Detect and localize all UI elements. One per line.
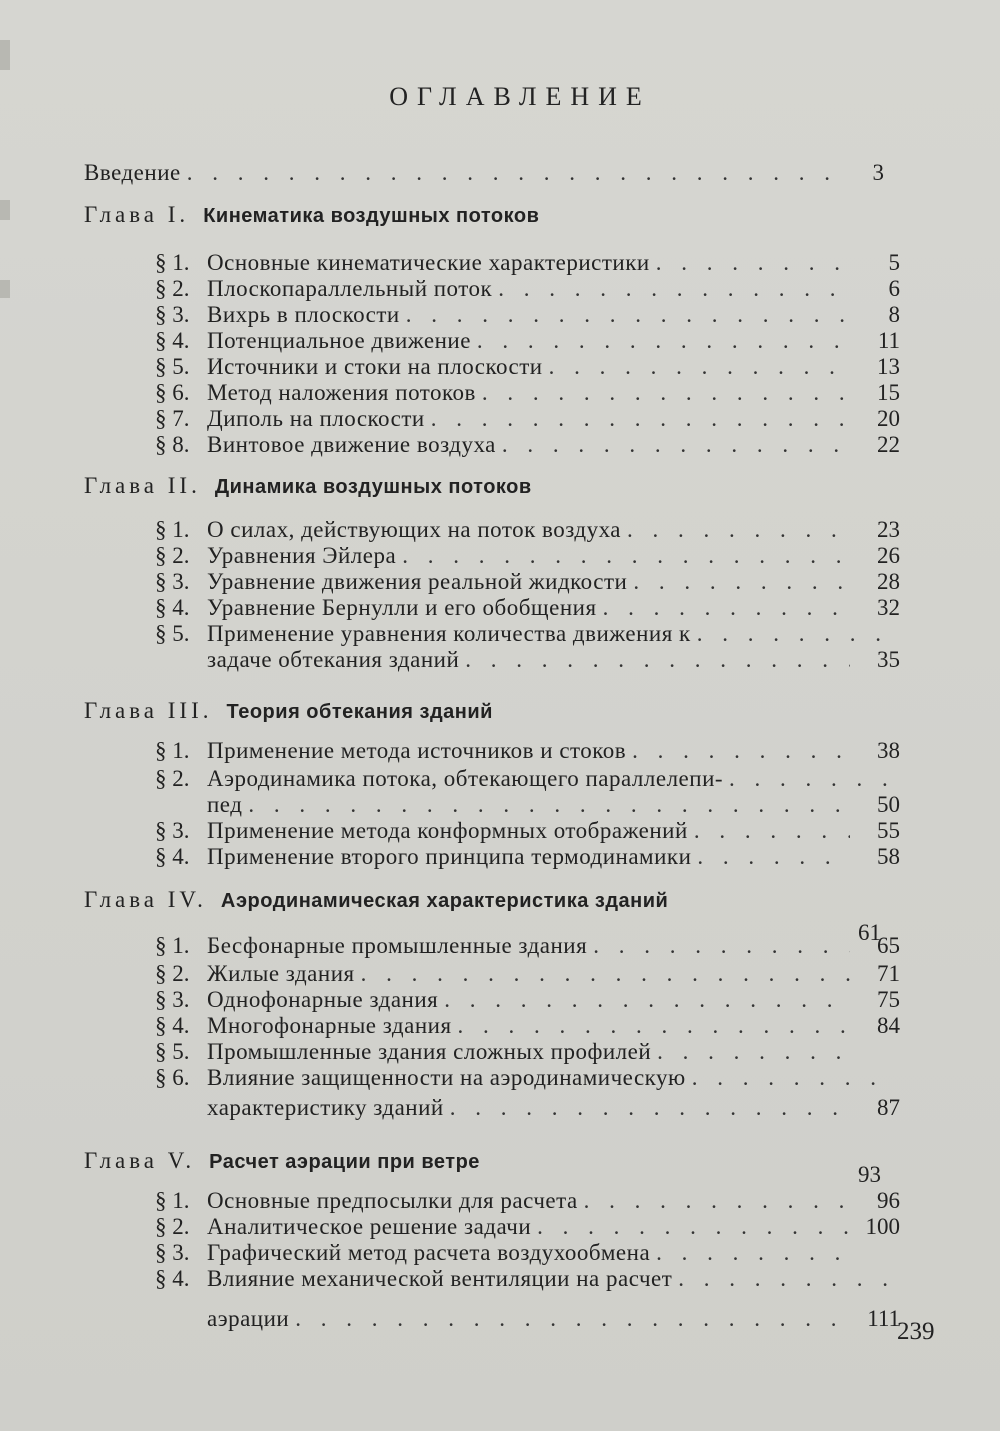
section-title: Применение уравнения количества движения к [207,621,691,646]
section-number: § 3. [155,1240,190,1265]
leader-dots [477,328,850,354]
leader-dots [584,1188,850,1214]
section-title: Уравнение движения реальной жидкости [207,569,628,594]
toc-section-row [155,1266,900,1292]
page-edge-mark [0,200,10,220]
leader-dots [694,818,850,844]
chapter-label: Глава V. [84,1148,196,1173]
toc-page-number: 6 [888,276,900,301]
toc-page-number: 23 [877,517,900,542]
chapter-label: Глава II. [84,473,201,498]
toc-page-number: 38 [877,738,900,763]
toc-section-row [155,621,900,647]
chapter-heading [84,698,493,724]
toc-section-row [155,569,900,595]
section-title: Диполь на плоскости [207,406,425,431]
leader-dots [692,1065,894,1091]
section-title: Аналитическое решение задачи [207,1214,532,1239]
section-number: § 1. [155,933,190,958]
toc-section-row [155,328,900,354]
toc-section-continuation [207,1095,900,1121]
section-title: Уравнения Эйлера [207,543,397,568]
section-title: Плоскопараллельный поток [207,276,493,301]
section-title: Источники и стоки на плоскости [207,354,543,379]
toc-section-row [155,1240,900,1266]
leader-dots [627,517,850,543]
toc-intro-label: Введение [84,160,181,185]
section-number: § 1. [155,1188,190,1213]
toc-section-row [155,406,900,432]
section-number: § 6. [155,380,190,405]
leader-dots [187,160,834,186]
chapter-label: Глава I. [84,202,190,227]
toc-page-number: 65 [877,933,900,958]
section-number: § 1. [155,517,190,542]
section-number: § 3. [155,987,190,1012]
chapter-heading [84,1148,480,1174]
toc-page-number: 13 [877,354,900,379]
toc-intro [84,160,884,186]
leader-dots [603,595,850,621]
toc-page-number: 35 [877,647,900,672]
toc-section-row [155,1065,900,1091]
chapter-page-number: 61 [858,920,881,945]
toc-section-row [155,517,900,543]
page-title: ОГЛАВЛЕНИЕ [389,82,651,111]
leader-dots [729,766,894,792]
toc-section-row [155,818,900,844]
toc-page-number: 71 [877,961,900,986]
toc-section-row [155,987,900,1013]
toc-section-row [155,961,900,987]
section-number: § 3. [155,818,190,843]
section-title-continuation: задаче обтекания зданий [207,647,460,672]
section-number: § 3. [155,569,190,594]
leader-dots [549,354,850,380]
toc-page-number: 100 [865,1214,900,1239]
leader-dots [431,406,850,432]
toc-page-number: 75 [877,987,900,1012]
toc-section-row [155,1013,900,1039]
section-number: § 4. [155,1013,190,1038]
toc-page-number: 58 [877,844,900,869]
toc-section-row [155,354,900,380]
leader-dots [678,1266,894,1292]
section-number: § 6. [155,1065,190,1090]
toc-page-number: 8 [888,302,900,327]
chapter-title: Динамика воздушных потоков [214,476,532,498]
section-title: Влияние механической вентиляции на расчет [207,1266,673,1291]
section-number: § 1. [155,250,190,275]
section-number: § 4. [155,844,190,869]
toc-section-row [155,380,900,406]
section-number: § 4. [155,1266,190,1291]
toc-page-number: 96 [877,1188,900,1213]
section-number: § 4. [155,595,190,620]
toc-section-row [155,1214,900,1240]
section-title: Промышленные здания сложных профилей [207,1039,652,1064]
toc-page-number: 11 [877,328,900,353]
toc-section-row [155,276,900,302]
toc-page-number: 15 [877,380,900,405]
toc-section-row [155,1039,900,1065]
section-title: Влияние защищенности на аэродинамическую [207,1065,686,1090]
chapter-heading [84,887,668,913]
leader-dots [656,1240,850,1266]
page-edge-mark [0,280,10,298]
leader-dots [444,987,850,1013]
section-title-continuation: характеристику зданий [207,1095,444,1120]
section-title-continuation: аэрации [207,1306,290,1331]
section-title: Однофонарные здания [207,987,439,1012]
section-number: § 2. [155,276,190,301]
section-title: Бесфонарные промышленные здания [207,933,588,958]
section-number: § 8. [155,432,190,457]
section-title-continuation: пед [207,792,243,817]
section-title: Многофонарные здания [207,1013,452,1038]
section-number: § 4. [155,328,190,353]
leader-dots [498,276,850,302]
section-title: Винтовое движение воздуха [207,432,496,457]
toc-section-continuation [207,1306,900,1332]
toc-section-row [155,302,900,328]
leader-dots [593,933,850,959]
toc-page-number: 26 [877,543,900,568]
leader-dots [406,302,850,328]
leader-dots [450,1095,850,1121]
chapter-title: Расчет аэрации при ветре [209,1151,480,1173]
section-title: Применение метода источников и стоков [207,738,627,763]
section-title: Основные кинематические характеристики [207,250,650,275]
toc-page-number: 28 [877,569,900,594]
toc-page-number: 87 [877,1095,900,1120]
leader-dots [295,1306,850,1332]
toc-page-number: 50 [877,792,900,817]
chapter-title: Кинематика воздушных потоков [203,205,540,227]
leader-dots [248,792,850,818]
chapter-title: Теория обтекания зданий [226,701,493,723]
toc-section-continuation [207,792,900,818]
section-number: § 5. [155,1039,190,1064]
leader-dots [502,432,850,458]
section-title: Основные предпосылки для расчета [207,1188,578,1213]
leader-dots [465,647,850,673]
toc-section-row [155,595,900,621]
leader-dots [361,961,850,987]
section-title: О силах, действующих на поток воздуха [207,517,621,542]
section-number: § 2. [155,766,190,791]
leader-dots [657,1039,850,1065]
toc-page-number: 84 [877,1013,900,1038]
chapter-title: Аэродинамическая характеристика зданий [220,890,669,912]
section-title: Метод наложения потоков [207,380,476,405]
toc-section-row [155,432,900,458]
leader-dots [537,1214,850,1240]
section-title: Аэродинамика потока, обтекающего параллелепи- [207,766,724,791]
toc-page-number: 22 [877,432,900,457]
page-edge-mark [0,40,10,70]
section-number: § 7. [155,406,190,431]
section-number: § 5. [155,621,190,646]
section-title: Жилые здания [207,961,355,986]
leader-dots [633,569,850,595]
section-number: § 2. [155,961,190,986]
toc-page-number: 20 [877,406,900,431]
toc-section-row [155,933,900,959]
toc-section-row [155,844,900,870]
chapter-heading [84,202,539,228]
toc-page-number: 55 [877,818,900,843]
leader-dots [697,621,894,647]
leader-dots [632,738,850,764]
chapter-heading [84,473,532,499]
toc-page-number: 32 [877,595,900,620]
section-number: § 2. [155,1214,190,1239]
section-title: Графический метод расчета воздухообмена [207,1240,651,1265]
section-number: § 2. [155,543,190,568]
toc-page-number: 111 [867,1306,900,1331]
toc-section-row [155,766,900,792]
section-title: Вихрь в плоскости [207,302,400,327]
section-title: Уравнение Бернулли и его обобщения [207,595,597,620]
section-title: Потенциальное движение [207,328,471,353]
section-title: Применение второго принципа термодинамики [207,844,692,869]
chapter-page-number: 93 [858,1162,881,1187]
toc-section-row [155,250,900,276]
section-title: Применение метода конформных отображений [207,818,688,843]
leader-dots [482,380,850,406]
leader-dots [697,844,850,870]
toc-section-row [155,738,900,764]
toc-section-row [155,1188,900,1214]
toc-section-continuation [207,647,900,673]
toc-section-row [155,543,900,569]
toc-page-number: 5 [888,250,900,275]
toc-page-number: 3 [872,160,884,185]
section-number: § 3. [155,302,190,327]
leader-dots [656,250,850,276]
section-number: § 1. [155,738,190,763]
section-number: § 5. [155,354,190,379]
chapter-label: Глава IV. [84,887,207,912]
leader-dots [402,543,850,569]
chapter-label: Глава III. [84,698,213,723]
leader-dots [458,1013,850,1039]
page-folio: 239 [897,1318,935,1345]
